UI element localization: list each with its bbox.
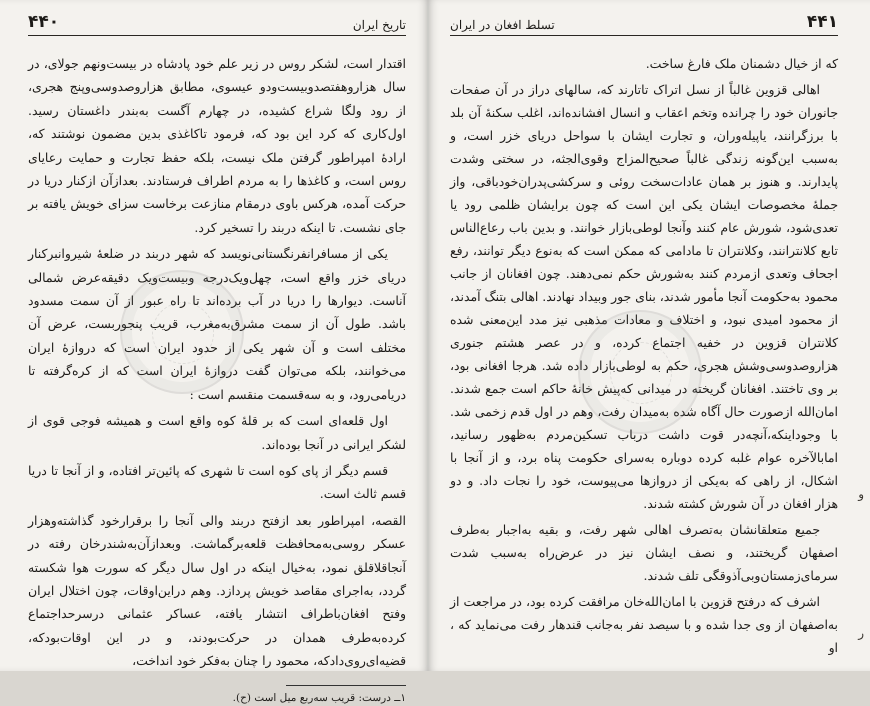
left-page [0,0,428,704]
paragraph: اقتدار است، لشکر روس در زیر علم خود پادشاه در بیست‌ونهم جولای، در سال هزاروهفتصدوبیست‌ودو عیسوی، مطابق هزاروصدوسی‌وپنج هجری، از رود ولگا شراع کشیده، در چهارم آگست به‌بندر داغستان رسید. اول‌کاری که کرد این بود که، فرمود تاکاغذی بدین مضمون نوشتند که، ارادهٔ امپراطور گرفتن ملک نیست، بلکه حفظ تجارت و حمایت رعایای روس است، و کاغذها را به مردم اطراف فرستادند. بعدازآن ازکنار دریا در حرکت آمده، هرکس باوی درمقام منازعت برخاست سزای خویش یافته بر جای نشست. تا اینکه دربند را تسخیر کرد. [28,56,406,235]
margin-mark: و [858,487,864,501]
running-head: تسلط افغان در ایران [450,18,555,32]
footnote-rule [286,685,406,686]
right-page [428,0,870,671]
running-head: تاریخ ایران [352,18,406,32]
left-page-header [28,8,406,36]
footnote: ۱ــ درست: قریب سه‌ربع میل است (ح). [232,691,406,704]
paragraph: جمیع متعلقانشان به‌تصرف اهالی شهر رفت، و بقیه به‌اجبار به‌طرف اصفهان گریختند، و نصف ایشان نیز در عرض‌راه به‌سبب شدت سرمای‌زمستان‌وبی‌آذوقگی تلف شدند. [450,522,838,584]
right-page-body [450,52,838,659]
paragraph: که از خیال دشمنان ملک فارغ ساخت. [645,56,838,71]
page-number: ۴۴۰ [28,12,60,32]
paragraph: القصه، امپراطور بعد ازفتح دربند والی آنجا را برقرارخود گذاشته‌وهزار عسکر روسی‌به‌محافظت قلعه‌برگماشت. وبعدازآن‌به‌شندرخان رفته در آنجاقلاقلق نمود، به‌خیال اینکه در اول سال دیگر که سورت هوا شکسته گردد، به‌اجرای مقاصد خویش پردازد. وهم دراین‌اوقات، چون اختلال ایران وفتح افغان‌باطراف انتشار یافته، عساکر عثمانی درسرحداجتماع کرده‌به‌طرف همدان در حرکت‌بودند، و در این اوقات‌بودکه، قضیه‌ای‌روی‌داد‌که، محمود را چنان به‌فکر خود انداخت، [28,512,406,669]
paragraph: اول قلعه‌ای است که بر قلهٔ کوه واقع است و همیشه فوجی قوی از لشکر ایرانی در آنجا بوده‌اند. [28,413,406,452]
left-page-body [28,52,406,673]
paragraph: اشرف که درفتح قزوین با امان‌الله‌خان مرافقت کرده بود، در مراجعت از به‌اصفهان از وی جدا شده و با سیصد نفر به‌جانب قندهار رفت می‌نماید که ، او [450,594,838,656]
paragraph: قسم دیگر از پای کوه است تا شهری که پائین‌تر افتاده، و از آنجا تا دریا قسم ثالث است. [28,462,406,502]
right-page-header [450,8,838,36]
page-number: ۴۴۱ [806,12,838,32]
margin-mark: ر [858,626,864,640]
paragraph: یکی از مسافرانفرنگستانی‌نویسد که شهر دربند در ضلعهٔ شیروانبرکنار دریای خزر واقع است، چهل‌ویک‌درجه وبیست‌ویک دقیقه‌عرض شمالی آناست. دیوارها را دریا در آب برده‌اند تا راه عبور از آن سمت مسدود باشد. طول آن از سمت مشرق‌به‌مغرب، قریب پنجوربست، عرض آن مختلف است و آن شهر یکی از حدود ایران است که دروازهٔ ایران می‌خوانند، بلکه می‌توان گفت دروازهٔ ایران است که از کره‌گرفته تا دریامی‌رود، و به سه‌قسمت منقسم است : [28,246,406,402]
paragraph: اهالی قزوین غالباً از نسل اتراک تاتارند که، سالهای دراز در آن صفحات جانوران خود را چرانده وتخم اعقاب و انسال افشانده‌اند، اغلب سکنهٔ آن بلد با برزگرانند، یاپیله‌وران، و تجارت ایشان با سواحل دریای خزر است، و به‌سبب این‌گونه زندگی غالباً صحیح‌المزاج وقوی‌الجثه، در سختی وشدت پایدارند. و هنوز بر همان عادات‌سخت روئی و سرکشی‌پدران‌خود‌باقی، واز جملهٔ مخصوصات ایشان یکی این است که چون برایشان ظلمی رود یا تعدی‌شود، شورش عام کنند وآنجا لوطی‌بازار خوانند. و بدین باب رعاع‌الناس تابع کلانترانند، وکلانتران تا مادامی که ممکن است که به‌نوع دیگر توانند، رفع اجحاف وتعدی ازمردم کنند به‌شورش حکم نمی‌دهند. چون افغانان از جانب محمود به‌حکومت آنجا مأمور شدند، بنای جور وبیداد نهادند. اهالی بتنگ آمدند، از محمود امیدی نبود، و اختلاف و معادات مذهبی نیز مدد این‌معنی شده کلانتران قزوین در خفیه اجتماع کرده، و در عصر هشتم جنوری هزاروصدوسی‌وشش هجری، حکم به لوطی‌بازار داده شد. هرجا افغانی بود، بر وی تاختند. افغانان گریخته در میدانی که‌پیش خانهٔ حاکم است جمع شدند. امان‌الله ازصورت حال آگاه شده به‌میدان رفت، وهم در اول قدم زخمی شد. با وجوداینکه،آنچه‌در قوت داشت درباب تسکین‌مردم به‌ظهور رسانید، امابالآخره عوام غلبه کرده دوباره به‌سرای حکومت پناه برد، و از آنجا با اشکال، از راهی که به‌یکی از دروازها می‌پیوست، خود را نجات داد. و دو هزار افغان در آن شورش کشته شدند. [450,82,838,512]
